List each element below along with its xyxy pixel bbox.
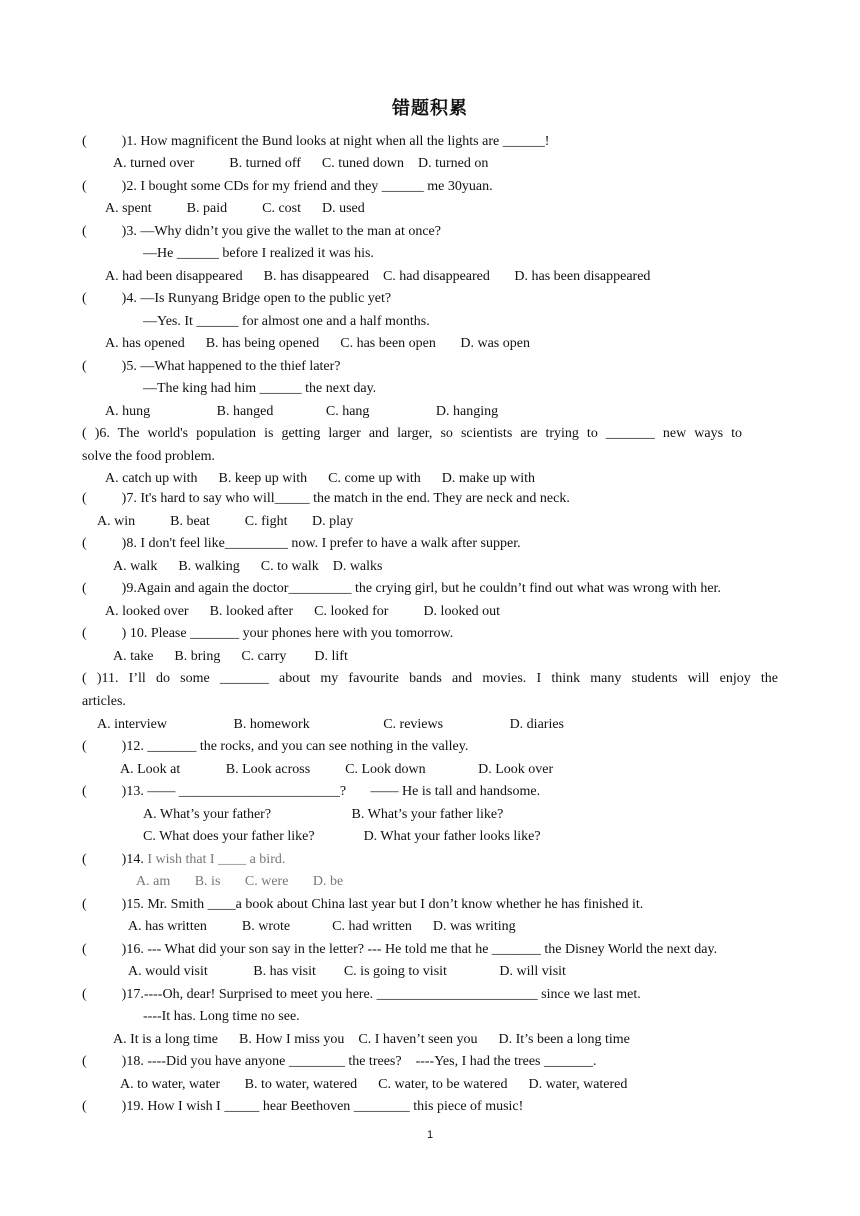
text-line: ( )19. How I wish I _____ hear Beethoven ________ this piece of music!	[82, 1099, 524, 1114]
page-number: 1	[426, 1129, 434, 1141]
text-line: A. interview B. homework C. reviews D. diaries	[97, 717, 564, 732]
text-line: A. catch up with B. keep up with C. come up with D. make up with	[105, 471, 536, 486]
text-line: ( )2. I bought some CDs for my friend and they ______ me 30yuan.	[82, 179, 493, 194]
text-line: ( )7. It's hard to say who will_____ the match in the end. They are neck and neck.	[82, 491, 570, 506]
text-line: A. am B. is C. were D. be	[136, 874, 344, 889]
text-line: A. walk B. walking C. to walk D. walks	[113, 559, 383, 574]
text-line: —He ______ before I realized it was his.	[143, 246, 374, 261]
text-line: A. looked over B. looked after C. looked for D. looked out	[105, 604, 501, 619]
text-line: ( )14. I wish that I ____ a bird.	[82, 852, 286, 867]
text-line: articles.	[82, 694, 126, 709]
text-line: ( )12. _______ the rocks, and you can see nothing in the valley.	[82, 739, 469, 754]
text-line: A. had been disappeared B. has disappeared C. had disappeared D. has been disappeared	[105, 269, 651, 284]
text-line: A. take B. bring C. carry D. lift	[113, 649, 348, 664]
text-line: A. Look at B. Look across C. Look down D. Look over	[120, 762, 554, 777]
text-line: ( )1. How magnificent the Bund looks at night when all the lights are ______!	[82, 134, 550, 149]
text-line: —The king had him ______ the next day.	[143, 381, 377, 396]
text-line: A. spent B. paid C. cost D. used	[105, 201, 365, 216]
text-line: ( )3. —Why didn’t you give the wallet to the man at once?	[82, 224, 441, 239]
text-line: ( )5. —What happened to the thief later?	[82, 359, 341, 374]
text-line: A. turned over B. turned off C. tuned down D. turned on	[113, 156, 489, 171]
text-line: ( ) 10. Please _______ your phones here with you tomorrow.	[82, 626, 454, 641]
text-line: ( )15. Mr. Smith ____a book about China last year but I don’t know whether he has finished it.	[82, 897, 644, 912]
text-line: A. to water, water B. to water, watered C. water, to be watered D. water, watered	[120, 1077, 628, 1092]
text-line: A. win B. beat C. fight D. play	[97, 514, 354, 529]
text-line: ( )17.----Oh, dear! Surprised to meet you here. _______________________ since we last met.	[82, 987, 641, 1002]
text-line: ( )13. —— _______________________? —— He is tall and handsome.	[82, 784, 541, 799]
text-line: A. hung B. hanged C. hang D. hanging	[105, 404, 499, 419]
page-title: 错题积累	[392, 98, 468, 119]
text-line: A. has opened B. has being opened C. has been open D. was open	[105, 336, 530, 351]
text-line: ( )6. The world's population is getting larger and larger, so scientists are trying to _______ new ways to	[82, 426, 742, 441]
text-line: ( )9.Again and again the doctor_________ the crying girl, but he couldn’t find out what was wrong with her.	[82, 581, 721, 596]
text-line: A. would visit B. has visit C. is going to visit D. will visit	[128, 964, 566, 979]
text-line: ----It has. Long time no see.	[143, 1009, 300, 1024]
text-line: solve the food problem.	[82, 449, 215, 464]
text-line: ( )8. I don't feel like_________ now. I prefer to have a walk after supper.	[82, 536, 521, 551]
text-line: A. What’s your father? B. What’s your father like?	[143, 807, 504, 822]
text-line: A. has written B. wrote C. had written D. was writing	[128, 919, 516, 934]
text-line: —Yes. It ______ for almost one and a half months.	[143, 314, 430, 329]
text-line: ( )18. ----Did you have anyone ________ the trees? ----Yes, I had the trees _______.	[82, 1054, 597, 1069]
text-line: ( )16. --- What did your son say in the letter? --- He told me that he _______ the Disney World the next day.	[82, 942, 718, 957]
text-line: ( )4. —Is Runyang Bridge open to the public yet?	[82, 291, 392, 306]
text-line: A. It is a long time B. How I miss you C. I haven’t seen you D. It’s been a long time	[113, 1032, 630, 1047]
text-line: C. What does your father like? D. What your father looks like?	[143, 829, 541, 844]
text-line: ( )11. I’ll do some _______ about my favourite bands and movies. I think many students will enjoy the	[82, 671, 778, 686]
